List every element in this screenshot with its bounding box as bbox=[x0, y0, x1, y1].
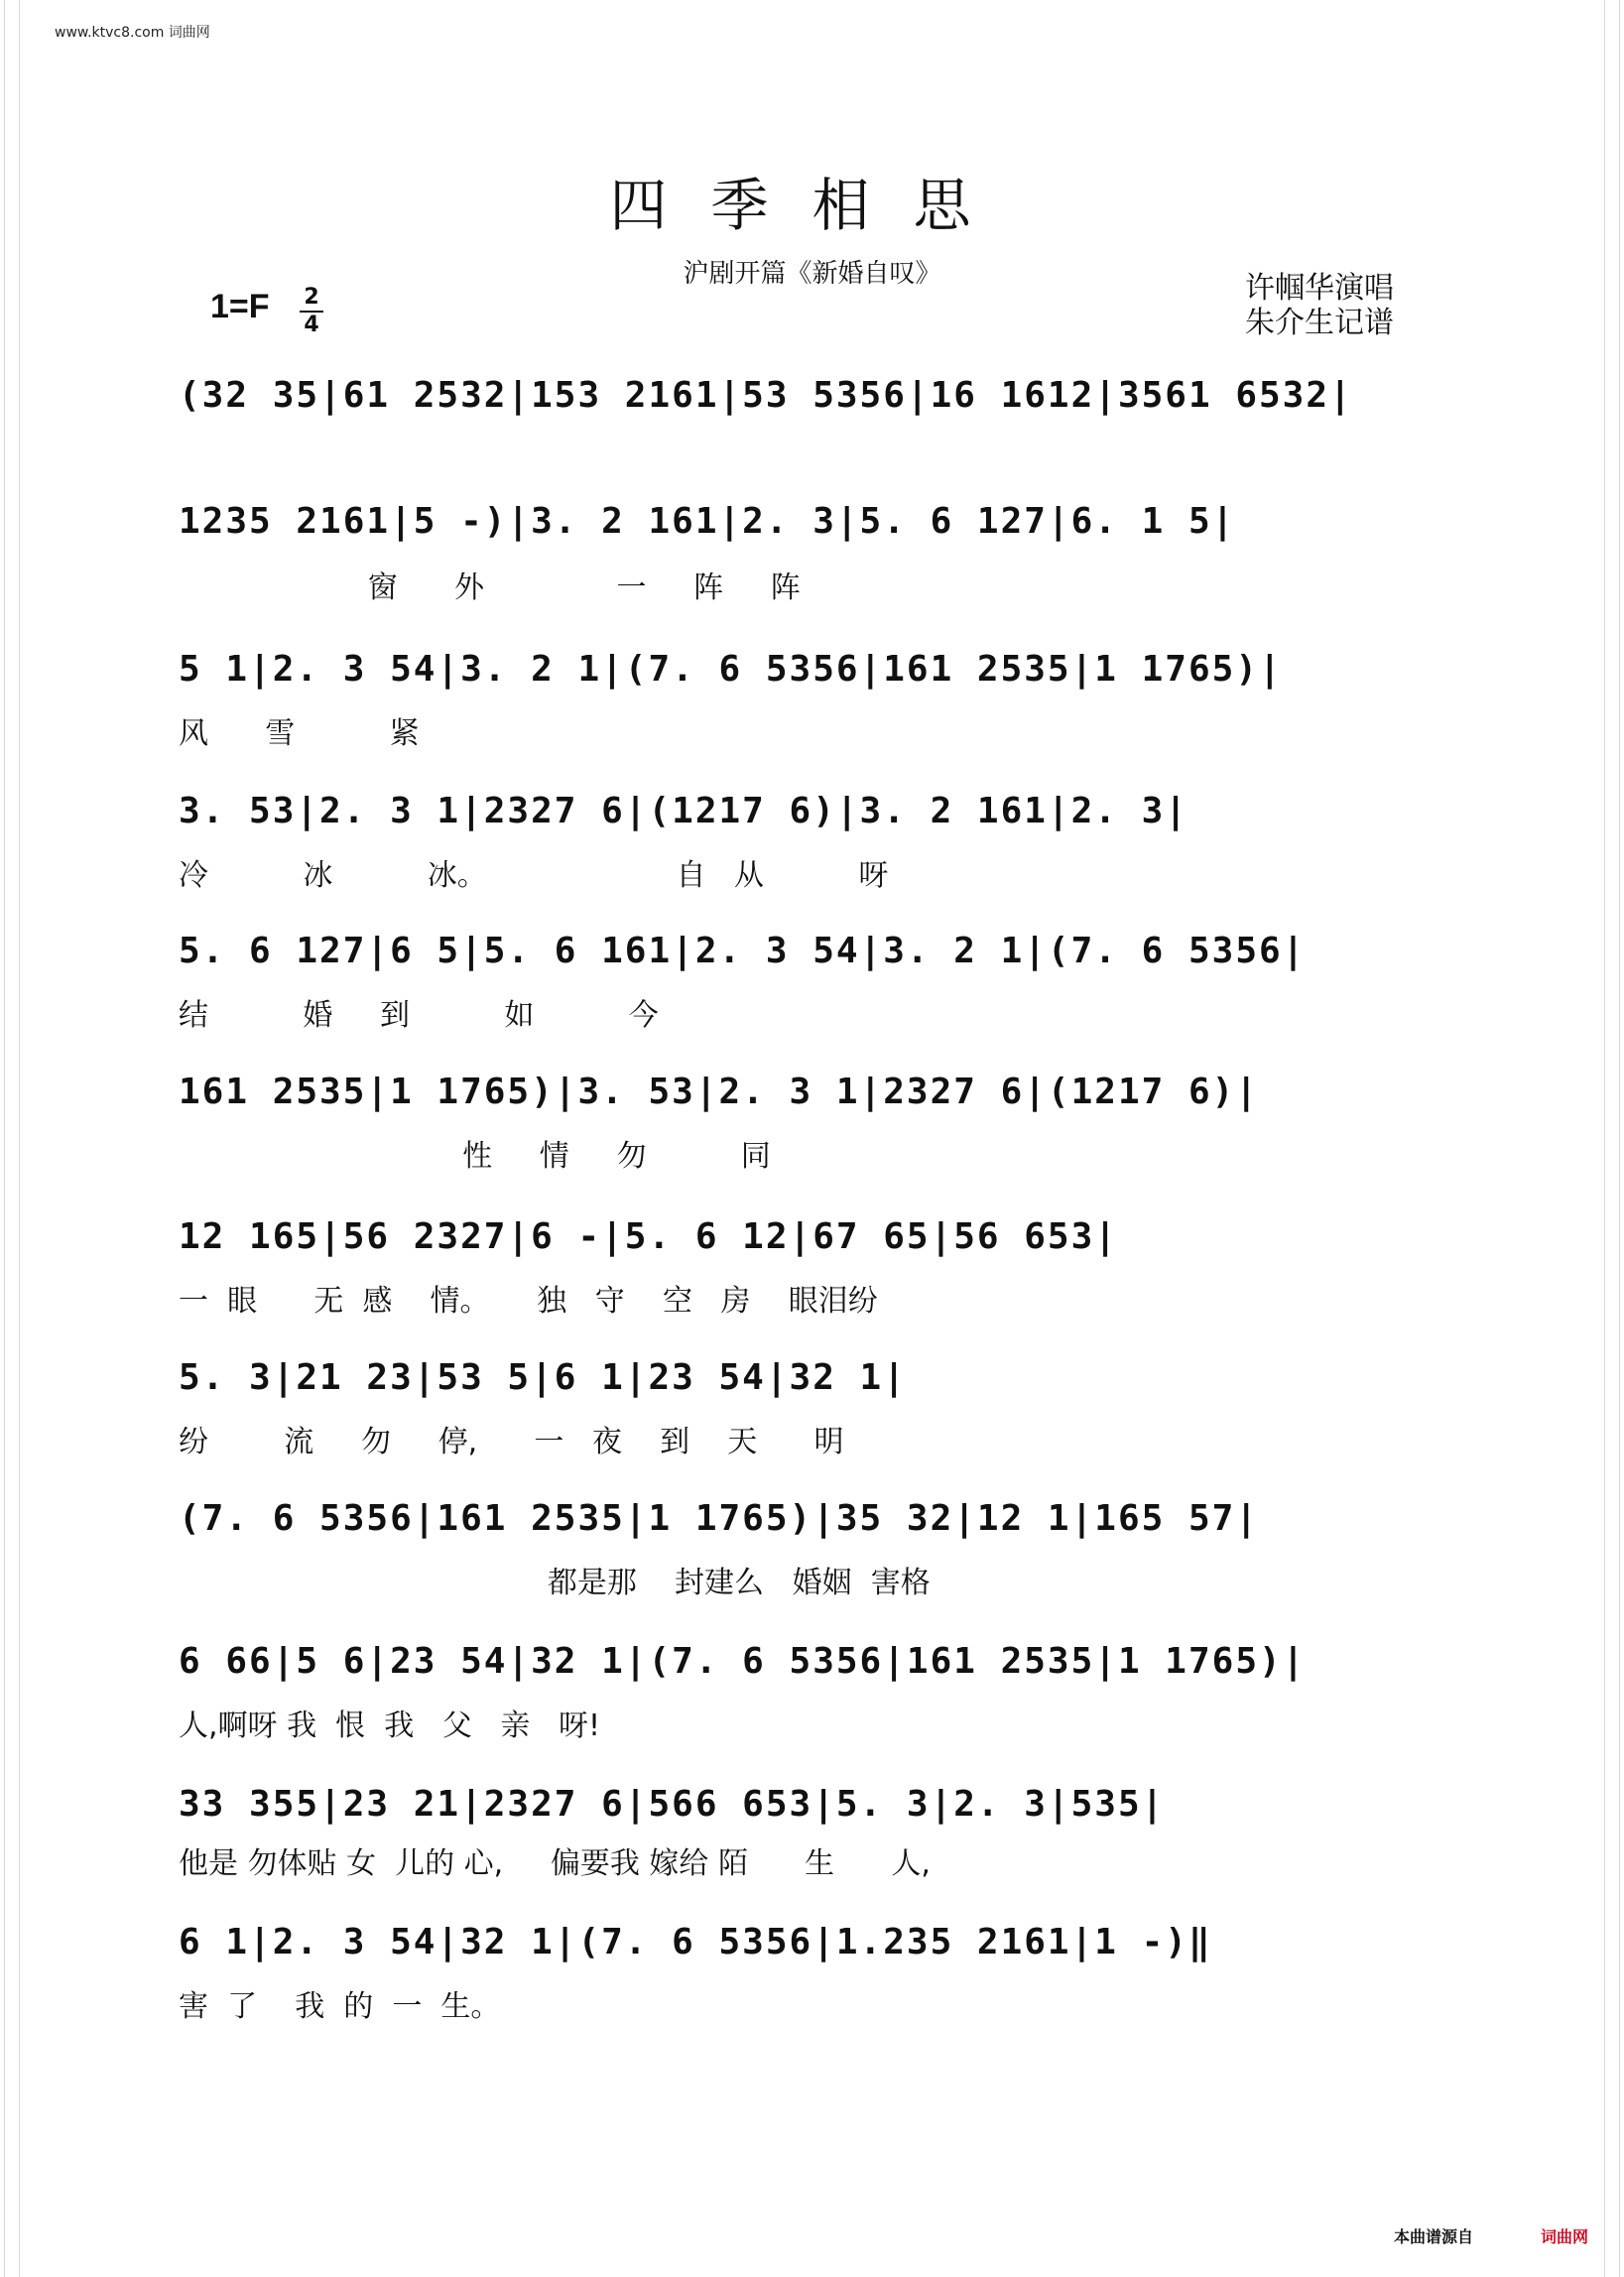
notes: 161 2535|1 1765)|3. 53|2. 3 1|2327 6|(1217 6)| bbox=[179, 1072, 1259, 1112]
lyrics: 性 情 勿 同 bbox=[179, 1139, 771, 1174]
footer-source-text: 本曲谱源自 bbox=[1394, 2227, 1474, 2246]
left-margin-strip bbox=[4, 0, 20, 2277]
notes: 3. 53|2. 3 1|2327 6|(1217 6)|3. 2 161|2. 3| bbox=[179, 791, 1188, 831]
lyrics: 人,啊呀 我 恨 我 父 亲 呀! bbox=[179, 1708, 601, 1743]
notes: (7. 6 5356|161 2535|1 1765)|35 32|12 1|165 57| bbox=[179, 1498, 1259, 1539]
song-title: 四季相思 bbox=[609, 172, 1015, 239]
right-margin-strip bbox=[1604, 0, 1620, 2277]
lyrics: 一 眼 无 感 情。 独 守 空 房 眼泪纷 bbox=[179, 1284, 878, 1319]
notes: 1235 2161|5 -)|3. 2 161|2. 3|5. 6 127|6. 1 5| bbox=[179, 501, 1236, 542]
transcriber-credit: 朱介生记谱 bbox=[1245, 306, 1394, 340]
footer-brand-link[interactable]: 词曲网 bbox=[1541, 2227, 1589, 2246]
song-subtitle: 沪剧开篇《新婚自叹》 bbox=[683, 259, 941, 289]
lyrics: 纷 流 勿 停, 一 夜 到 天 明 bbox=[179, 1425, 844, 1459]
notes: 6 1|2. 3 54|32 1|(7. 6 5356|1.235 2161|1 -)‖ bbox=[179, 1922, 1212, 1962]
lyrics: 他是 勿体贴 女 儿的 心, 偏要我 嫁给 陌 生 人, bbox=[179, 1846, 931, 1881]
lyrics: 都是那 封建么 婚姻 害格 bbox=[179, 1566, 931, 1600]
notes: 5 1|2. 3 54|3. 2 1|(7. 6 5356|161 2535|1 1765)| bbox=[179, 649, 1283, 690]
site-url[interactable]: www.ktvc8.com 词曲网 bbox=[55, 25, 210, 41]
notes: 12 165|56 2327|6 -|5. 6 12|67 65|56 653| bbox=[179, 1216, 1118, 1257]
lyrics: 风 雪 紧 bbox=[179, 716, 420, 751]
notes: 5. 6 127|6 5|5. 6 161|2. 3 54|3. 2 1|(7. 6 5356| bbox=[179, 931, 1307, 971]
notes: 33 355|23 21|2327 6|566 653|5. 3|2. 3|535| bbox=[179, 1784, 1166, 1825]
time-bottom: 4 bbox=[304, 313, 319, 337]
notes: (32 35|61 2532|153 2161|53 5356|16 1612|3561 6532| bbox=[179, 375, 1353, 416]
notes: 5. 3|21 23|53 5|6 1|23 54|32 1| bbox=[179, 1357, 907, 1398]
key-signature: 1=F bbox=[210, 288, 270, 325]
notes: 6 66|5 6|23 54|32 1|(7. 6 5356|161 2535|1 1765)| bbox=[179, 1641, 1307, 1682]
time-signature bbox=[300, 286, 323, 337]
lyrics: 窗 外 一 阵 阵 bbox=[179, 570, 801, 605]
singer-credit: 许帼华演唱 bbox=[1245, 271, 1394, 306]
lyrics: 冷 冰 冰。 自 从 呀 bbox=[179, 858, 889, 893]
lyrics: 结 婚 到 如 今 bbox=[179, 998, 659, 1033]
lyrics: 害 了 我 的 一 生。 bbox=[179, 1989, 501, 2024]
time-top: 2 bbox=[304, 285, 319, 310]
